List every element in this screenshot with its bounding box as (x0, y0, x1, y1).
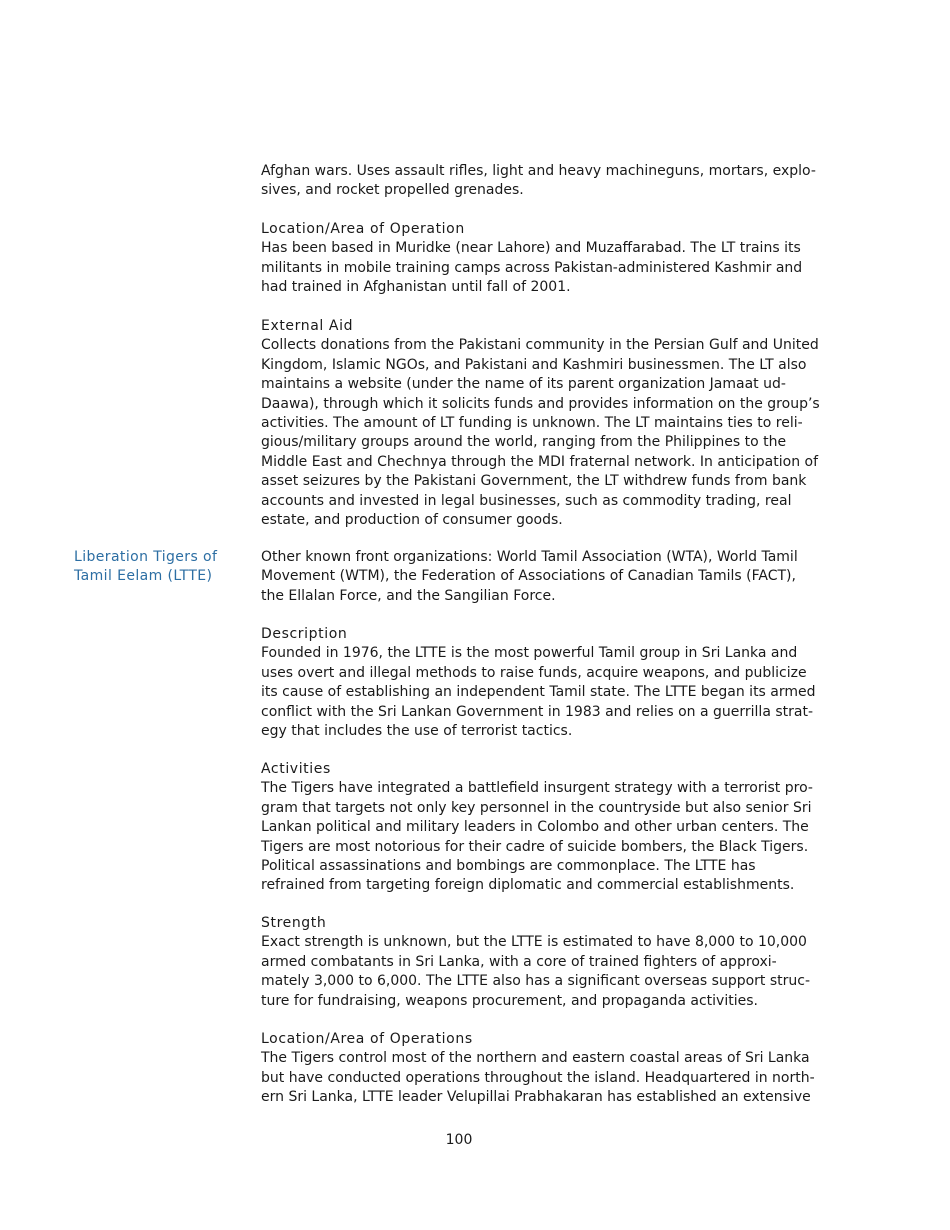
section-description (261, 625, 819, 741)
section-heading: Location/Area of Operation (261, 221, 465, 237)
section-activities (261, 760, 819, 896)
body-paragraph: The Tigers have integrated a battlefield insurgent strategy with a terrorist pro- gram that targets not only key personnel in the countryside but also senior Sri Lankan political and military leaders in Colombo and other urban centers. The Tigers are most notorious for their cadre of suicide bombers, the Black Tigers. Political assassinations and bombings are commonplace. The LTTE has refrained from targeting foreign diplomatic and commercial establishments. (261, 780, 813, 894)
body-paragraph: Other known front organizations: World Tamil Association (WTA), World Tamil Movement (WTM), the Federation of Associations of Canadian Tamils (FACT), the Ellalan Force, and the Sangilian Force. (261, 549, 798, 604)
body-paragraph: Founded in 1976, the LTTE is the most powerful Tamil group in Sri Lanka and uses overt and illegal methods to raise funds, acquire weapons, and publicize its cause of establishing an independent Tamil state. The LTTE began its armed conflict with the Sri Lankan Government in 1983 and relies on a guerrilla strat- egy that includes the use of terrorist tactics. (261, 645, 816, 740)
section-external-aid (261, 317, 819, 530)
section-heading: Location/Area of Operations (261, 1031, 473, 1047)
body-paragraph: Afghan wars. Uses assault rifles, light and heavy machineguns, mortars, explo- sives, and rocket propelled grenades. (261, 163, 816, 199)
section-front-organizations (261, 548, 819, 606)
section-location-ltte (261, 1030, 819, 1108)
body-paragraph: The Tigers control most of the northern and eastern coastal areas of Sri Lanka but have conducted operations throughout the island. Headquartered in north- ern Sri Lanka, LTTE leader Velupillai Prabhakaran has established an extensive (261, 1050, 815, 1106)
body-paragraph: Has been based in Muridke (near Lahore) and Muzaffarabad. The LT trains its militants in mobile training camps across Pakistan-administered Kashmir and had trained in Afghanistan until fall of 2001. (261, 240, 803, 296)
body-paragraph: Exact strength is unknown, but the LTTE is estimated to have 8,000 to 10,000 armed combatants in Sri Lanka, with a core of trained fighters of approxi- mately 3,000 to 6,000. The LTTE also has a significant overseas support struc- ture for fundraising, weapons procurement, and propaganda activities. (261, 934, 811, 1009)
section-location-lt (261, 220, 819, 298)
section-heading: Strength (261, 915, 327, 931)
section-strength (261, 914, 819, 1011)
body-paragraph: Collects donations from the Pakistani community in the Persian Gulf and United Kingdom, Islamic NGOs, and Pakistani and Kashmiri businessmen. The LT also maintains a website (under the name of its parent organization Jamaat ud- Daawa), through which it solicits funds and provides information on the group’s activities. The amount of LT funding is unknown. The LT maintains ties to reli- gious/military groups around the world, ranging from the Philippines to the Middle East and Chechnya through the MDI fraternal network. In anticipation of asset seizures by the Pakistani Government, the LT withdrew funds from bank accounts and invested in legal businesses, such as commodity trading, real estate, and production of consumer goods. (261, 337, 820, 529)
page-number: 100 (445, 1132, 473, 1148)
section-heading: Activities (261, 761, 331, 777)
section-weapons-continued (261, 162, 819, 201)
section-heading: Description (261, 626, 348, 642)
section-heading: External Aid (261, 318, 354, 334)
group-name-heading: Liberation Tigers of Tamil Eelam (LTTE) (74, 549, 218, 585)
